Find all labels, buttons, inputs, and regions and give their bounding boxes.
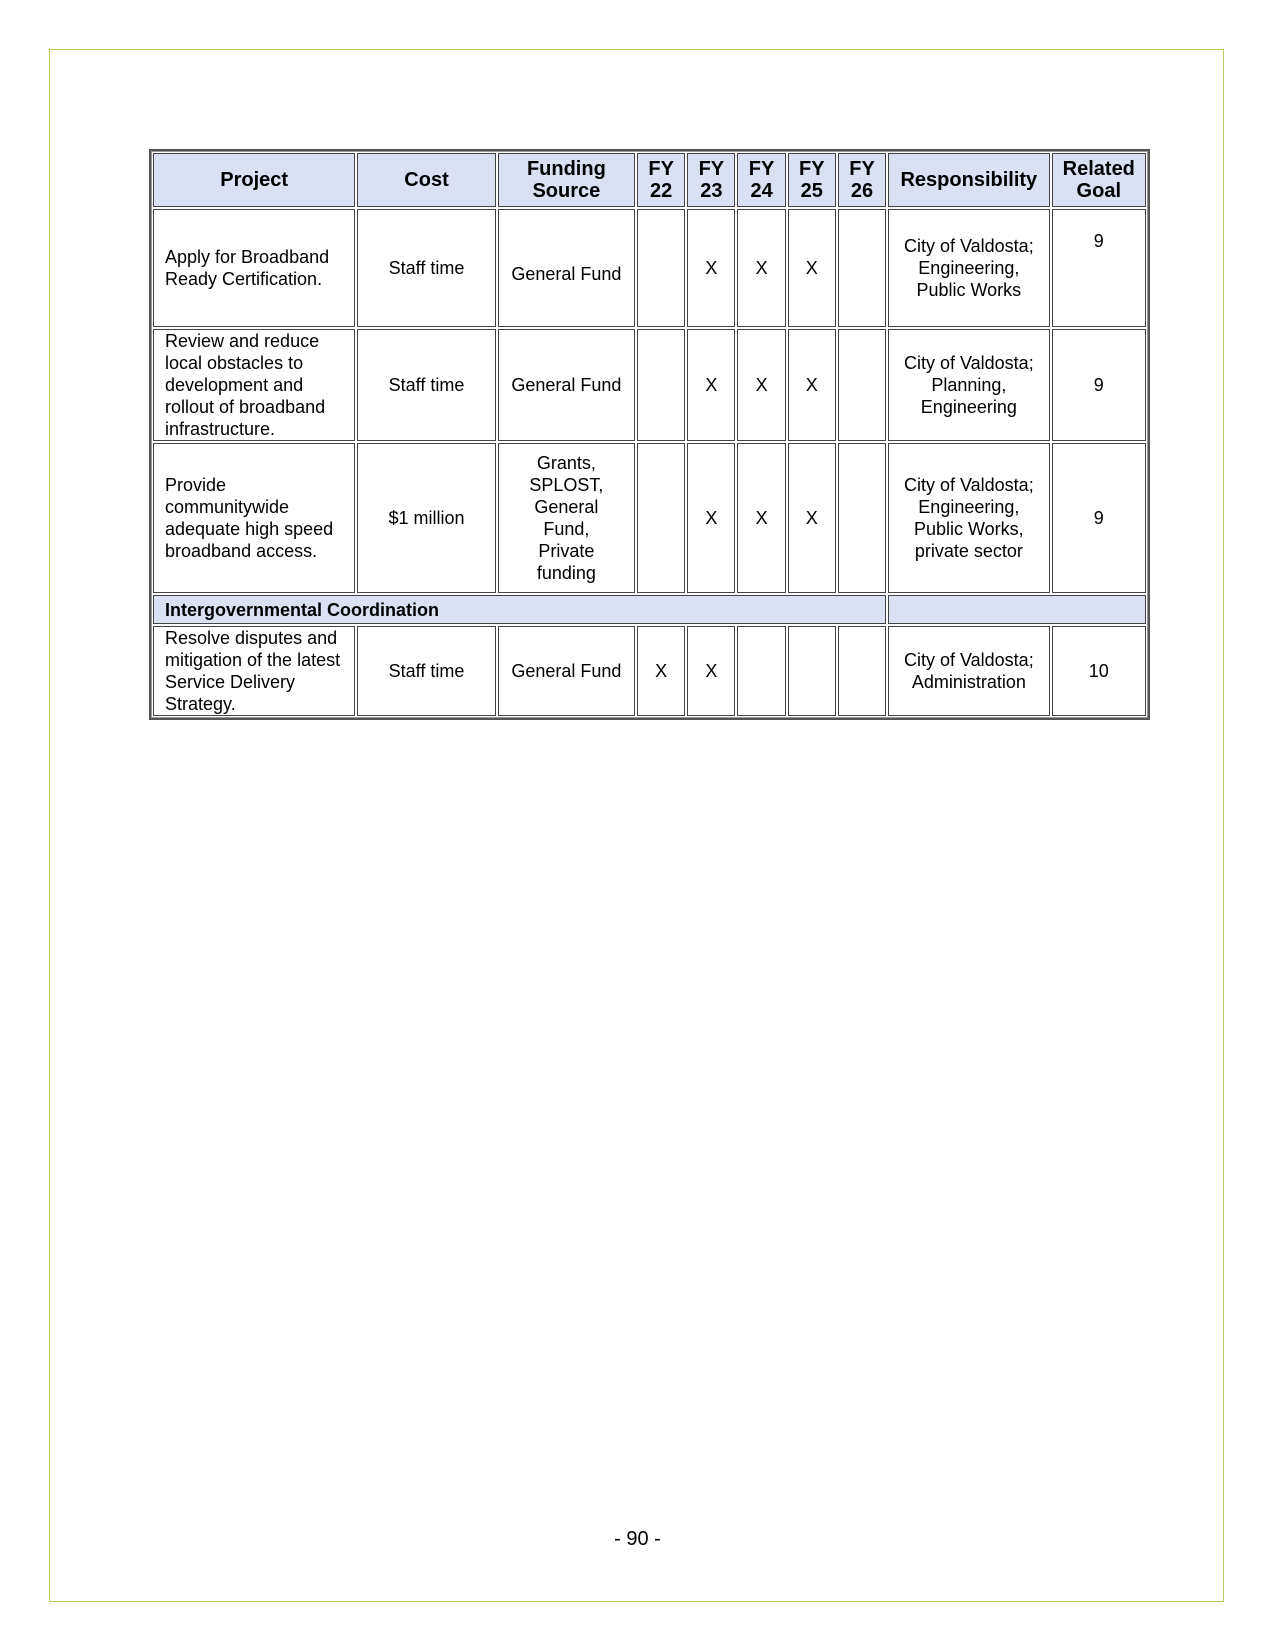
fy24-cell	[737, 626, 785, 716]
fy26-cell	[838, 626, 886, 716]
project-cell: Provide communitywide adequate high speed broadband access.	[153, 443, 355, 593]
project-cell: Apply for Broadband Ready Certification.	[153, 209, 355, 327]
table-row	[153, 329, 1146, 441]
header-related-goal: Related Goal	[1052, 153, 1146, 207]
funding-cell: Grants, SPLOST, General Fund, Private funding	[498, 443, 635, 593]
funding-cell: General Fund	[498, 209, 635, 327]
header-responsibility: Responsibility	[888, 153, 1049, 207]
page-number: - 90 -	[614, 1528, 661, 1550]
header-cost: Cost	[357, 153, 495, 207]
header-fy26: FY 26	[838, 153, 886, 207]
fy25-cell	[788, 626, 836, 716]
fy22-cell	[637, 209, 685, 327]
cost-cell: Staff time	[357, 626, 495, 716]
cost-cell: $1 million	[357, 443, 495, 593]
funding-cell: General Fund	[498, 329, 635, 441]
table-row	[153, 209, 1146, 327]
fy23-cell: X	[687, 626, 735, 716]
related-goal-cell: 9	[1052, 329, 1146, 441]
section-title: Intergovernmental Coordination	[153, 595, 886, 624]
fy23-cell: X	[687, 443, 735, 593]
project-cell: Resolve disputes and mitigation of the latest Service Delivery Strategy.	[153, 626, 355, 716]
project-cell: Review and reduce local obstacles to development and rollout of broadband infrastructure.	[153, 329, 355, 441]
section-header-row	[153, 595, 1146, 624]
header-row	[153, 153, 1146, 207]
fy26-cell	[838, 443, 886, 593]
related-goal-cell: 9	[1052, 209, 1146, 327]
fy25-cell: X	[788, 209, 836, 327]
responsibility-cell: City of Valdosta; Planning, Engineering	[888, 329, 1049, 441]
fy23-cell: X	[687, 329, 735, 441]
header-fy24: FY 24	[737, 153, 785, 207]
header-project: Project	[153, 153, 355, 207]
header-fy23: FY 23	[687, 153, 735, 207]
fy25-cell: X	[788, 329, 836, 441]
table-row	[153, 443, 1146, 593]
funding-cell: General Fund	[498, 626, 635, 716]
responsibility-cell: City of Valdosta; Engineering, Public Works, private sector	[888, 443, 1049, 593]
header-funding-source: Funding Source	[498, 153, 635, 207]
work-program-table	[149, 149, 1150, 720]
section-filler	[888, 595, 1146, 624]
fy23-cell: X	[687, 209, 735, 327]
fy26-cell	[838, 329, 886, 441]
fy25-cell: X	[788, 443, 836, 593]
cost-cell: Staff time	[357, 209, 495, 327]
cost-cell: Staff time	[357, 329, 495, 441]
fy22-cell	[637, 443, 685, 593]
related-goal-cell: 9	[1052, 443, 1146, 593]
fy24-cell: X	[737, 209, 785, 327]
related-goal-cell: 10	[1052, 626, 1146, 716]
responsibility-cell: City of Valdosta; Engineering, Public Works	[888, 209, 1049, 327]
responsibility-cell: City of Valdosta; Administration	[888, 626, 1049, 716]
fy26-cell	[838, 209, 886, 327]
fy24-cell: X	[737, 443, 785, 593]
fy24-cell: X	[737, 329, 785, 441]
header-fy25: FY 25	[788, 153, 836, 207]
fy22-cell	[637, 329, 685, 441]
fy22-cell: X	[637, 626, 685, 716]
header-fy22: FY 22	[637, 153, 685, 207]
table-row	[153, 626, 1146, 716]
